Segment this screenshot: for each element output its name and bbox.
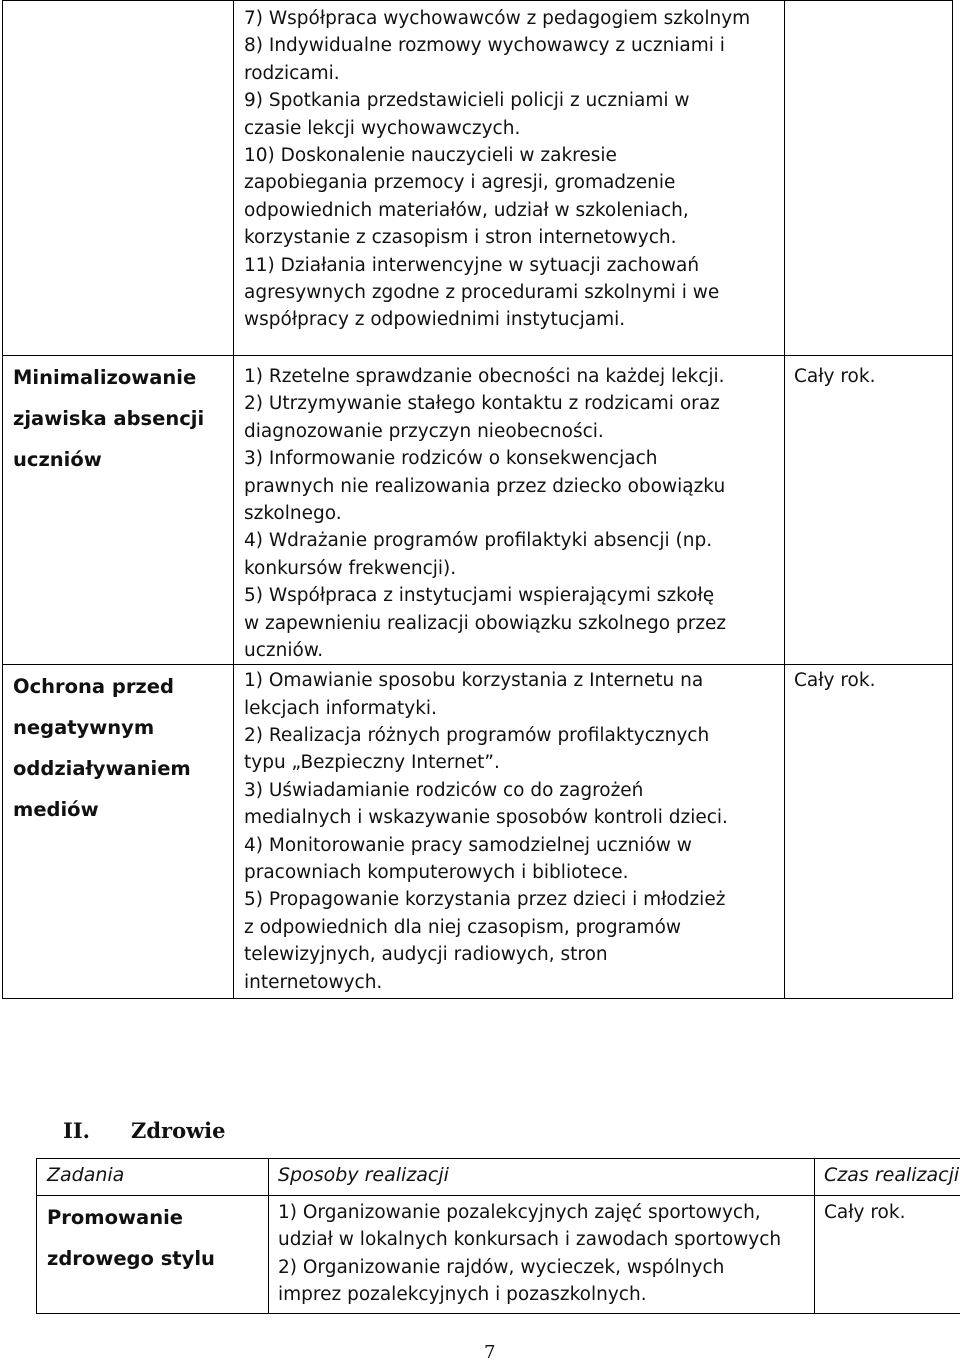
task-label-line: Minimalizowanie <box>13 366 197 389</box>
time-value: Cały rok. <box>824 1202 906 1223</box>
method-cell <box>234 356 785 665</box>
method-line: 11) Działania interwencyjne w sytuacji zachowań <box>244 254 700 276</box>
task-label-line: uczniów <box>13 448 102 471</box>
task-label-line: oddziaływaniem <box>13 757 191 781</box>
time-cell <box>815 1196 960 1314</box>
table-row <box>37 1196 960 1314</box>
method-line: 1) Organizowanie pozalekcyjnych zajęć sportowych, <box>278 1202 761 1223</box>
column-header-tasks: Zadania <box>37 1159 269 1196</box>
task-label-line: negatywnym <box>13 716 155 740</box>
method-line: 9) Spotkania przedstawicieli policji z uczniami w <box>244 90 690 112</box>
time-cell <box>785 356 953 665</box>
method-line: 3) Uświadamianie rodziców co do zagrożeń <box>244 779 644 801</box>
method-cell <box>234 665 785 999</box>
method-line: 7) Współpraca wychowawców z pedagogiem szkolnym <box>244 8 751 29</box>
section-number: II. <box>63 1118 90 1143</box>
table-row <box>3 356 953 665</box>
method-line: 1) Omawianie sposobu korzystania z Internetu na <box>244 670 704 692</box>
method-cell <box>234 1 785 356</box>
method-line: 5) Współpraca z instytucjami wspierającymi szkołę <box>244 585 715 607</box>
method-line: współpracy z odpowiednimi instytucjami. <box>244 309 626 331</box>
task-cell <box>3 1 234 356</box>
method-line: medialnych i wskazywanie sposobów kontroli dzieci. <box>244 807 728 829</box>
task-cell <box>3 356 234 665</box>
method-line: szkolnego. <box>244 502 342 524</box>
method-line: 2) Utrzymywanie stałego kontaktu z rodzicami oraz <box>244 393 720 415</box>
task-label-line: Ochrona przed <box>13 675 174 699</box>
method-line: 3) Informowanie rodziców o konsekwencjach <box>244 448 658 470</box>
health-table <box>36 1158 960 1314</box>
method-line: prawnych nie realizowania przez dziecko obowiązku <box>244 475 726 497</box>
method-line: rodzicami. <box>244 62 340 84</box>
method-line: 1) Rzetelne sprawdzanie obecności na każdej lekcji. <box>244 366 725 387</box>
time-value: Cały rok. <box>794 670 876 692</box>
method-line: korzystanie z czasopism i stron internetowych. <box>244 227 677 249</box>
task-cell <box>37 1196 269 1314</box>
method-line: 4) Wdrażanie programów profilaktyki absencji (np. <box>244 530 713 552</box>
time-cell <box>785 1 953 356</box>
task-label-line: mediów <box>13 798 99 822</box>
method-line: z odpowiednich dla niej czasopism, programów <box>244 916 682 938</box>
method-line: lekcjach informatyki. <box>244 697 437 719</box>
method-line: pracowniach komputerowych i bibliotece. <box>244 862 629 884</box>
page-number: 7 <box>484 1342 496 1363</box>
time-value: Cały rok. <box>794 366 876 387</box>
method-line: telewizyjnych, audycji radiowych, stron <box>244 944 608 966</box>
column-header-time: Czas realizacji <box>815 1159 960 1196</box>
method-line: zapobiegania przemocy i agresji, gromadzenie <box>244 172 676 194</box>
section-heading <box>63 1118 226 1143</box>
method-line: 2) Realizacja różnych programów profilaktycznych <box>244 725 710 747</box>
method-line: 5) Propagowanie korzystania przez dzieci i młodzież <box>244 889 726 911</box>
method-cell <box>269 1196 815 1314</box>
task-label-line: zjawiska absencji <box>13 407 205 430</box>
upper-table <box>2 0 953 999</box>
table-row <box>3 1 953 356</box>
task-label-line: zdrowego stylu <box>47 1247 215 1270</box>
time-cell <box>785 665 953 999</box>
method-line: 2) Organizowanie rajdów, wycieczek, wspólnych <box>278 1256 725 1278</box>
method-line: imprez pozalekcyjnych i pozaszkolnych. <box>278 1284 647 1306</box>
task-label-line: Promowanie <box>47 1206 183 1229</box>
method-line: 8) Indywidualne rozmowy wychowawcy z uczniami i <box>244 35 725 57</box>
method-line: internetowych. <box>244 971 383 993</box>
method-line: odpowiednich materiałów, udział w szkoleniach, <box>244 199 689 221</box>
task-cell <box>3 665 234 999</box>
method-line: uczniów. <box>244 639 324 661</box>
method-line: konkursów frekwencji). <box>244 557 457 579</box>
method-line: agresywnych zgodne z procedurami szkolnymi i we <box>244 281 720 303</box>
method-line: 4) Monitorowanie pracy samodzielnej uczniów w <box>244 834 692 856</box>
method-line: 10) Doskonalenie nauczycieli w zakresie <box>244 144 617 166</box>
section-title: Zdrowie <box>131 1118 226 1143</box>
method-line: typu „Bezpieczny Internet”. <box>244 752 500 774</box>
method-line: w zapewnieniu realizacji obowiązku szkolnego przez <box>244 612 727 634</box>
method-line: diagnozowanie przyczyn nieobecności. <box>244 420 604 442</box>
method-line: udział w lokalnych konkursach i zawodach sportowych <box>278 1229 782 1251</box>
column-header-methods: Sposoby realizacji <box>269 1159 815 1196</box>
method-line: czasie lekcji wychowawczych. <box>244 117 521 139</box>
table-row <box>3 665 953 999</box>
table-header-row <box>37 1159 960 1196</box>
